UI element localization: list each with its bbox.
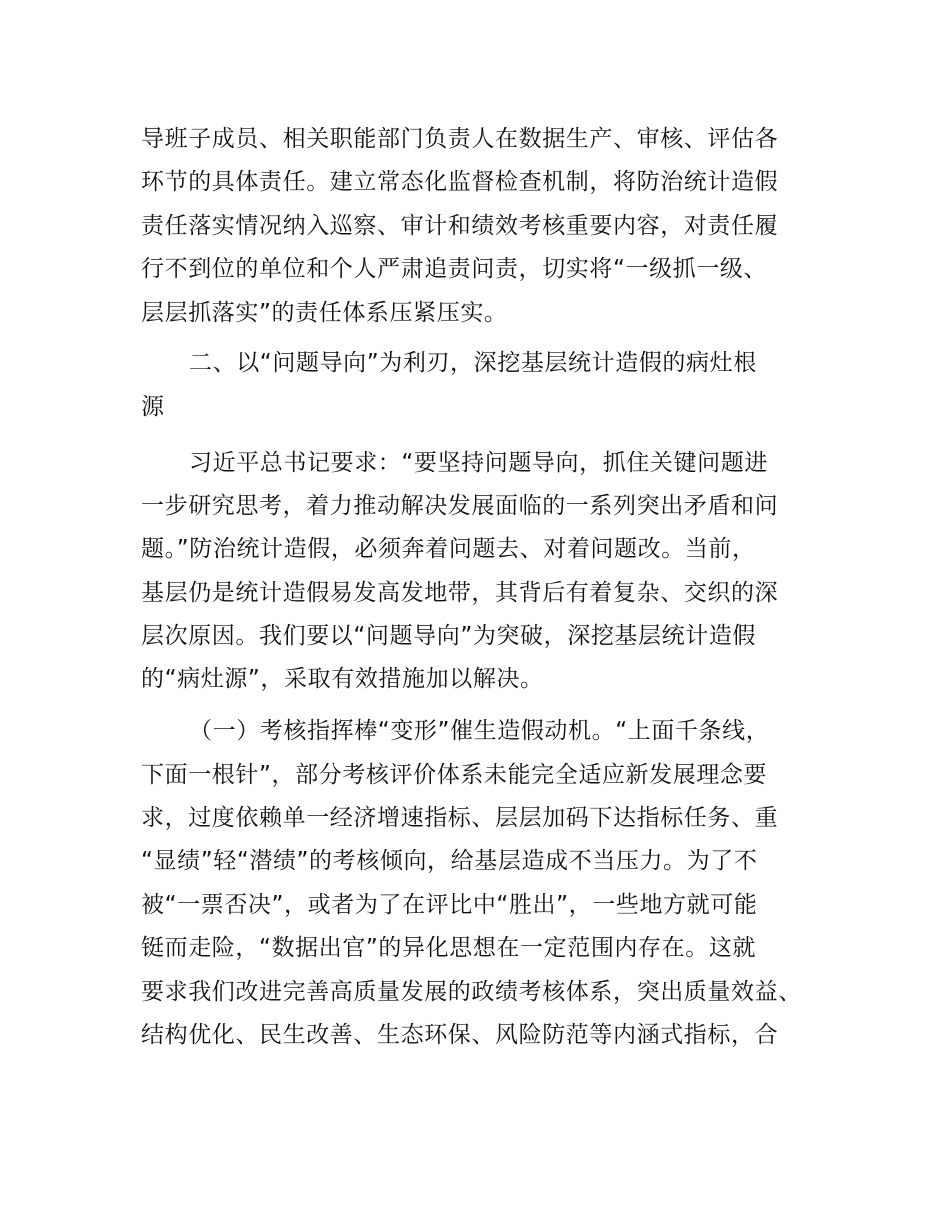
- text-line: 行不到位的单位和个人严肃追责问责，切实将“一级抓一级、: [141, 256, 768, 282]
- text-line: 求，过度依赖单一经济增速指标、层层加码下达指标任务、重: [141, 805, 779, 831]
- section-heading-continuation: 源: [141, 394, 165, 420]
- text-line: 的“病灶源”，采取有效措施加以解决。: [141, 666, 544, 692]
- text-line: 要求我们改进完善高质量发展的政绩考核体系，突出质量效益、: [141, 979, 802, 1005]
- text-line: 结构优化、民生改善、生态环保、风险防范等内涵式指标，合: [141, 1022, 779, 1048]
- text-line: 铤而走险，“数据出官”的异化思想在一定范围内存在。这就: [141, 935, 757, 961]
- text-line: “显绩”轻“潜绩”的考核倾向，给基层造成不当压力。为了不: [141, 848, 758, 874]
- text-line: 环节的具体责任。建立常态化监督检查机制，将防治统计造假: [141, 169, 779, 195]
- text-line: 层层抓落实”的责任体系压紧压实。: [141, 300, 508, 326]
- subsection-paragraph-start: （一）考核指挥棒“变形”催生造假动机。“上面千条线，: [189, 718, 770, 744]
- section-heading: 二、以“问题导向”为利刃，深挖基层统计造假的病灶根: [189, 350, 757, 376]
- paragraph-start: 习近平总书记要求：“要坚持问题导向，抓住关键问题进: [189, 450, 768, 476]
- text-line: 被“一票否决”，或者为了在评比中“胜出”，一些地方就可能: [141, 892, 758, 918]
- text-line: 导班子成员、相关职能部门负责人在数据生产、审核、评估各: [141, 126, 779, 152]
- text-line: 题。”防治统计造假，必须奔着问题去、对着问题改。当前，: [141, 536, 756, 562]
- text-line: 基层仍是统计造假易发高发地带，其背后有着复杂、交织的深: [141, 580, 779, 606]
- text-line: 下面一根针”，部分考核评价体系未能完全适应新发展理念要: [141, 762, 768, 788]
- text-line: 层次原因。我们要以“问题导向”为突破，深挖基层统计造假: [141, 623, 757, 649]
- text-line: 责任落实情况纳入巡察、审计和绩效考核重要内容，对责任履: [141, 213, 779, 239]
- text-line: 一步研究思考，着力推动解决发展面临的一系列突出矛盾和问: [141, 493, 779, 519]
